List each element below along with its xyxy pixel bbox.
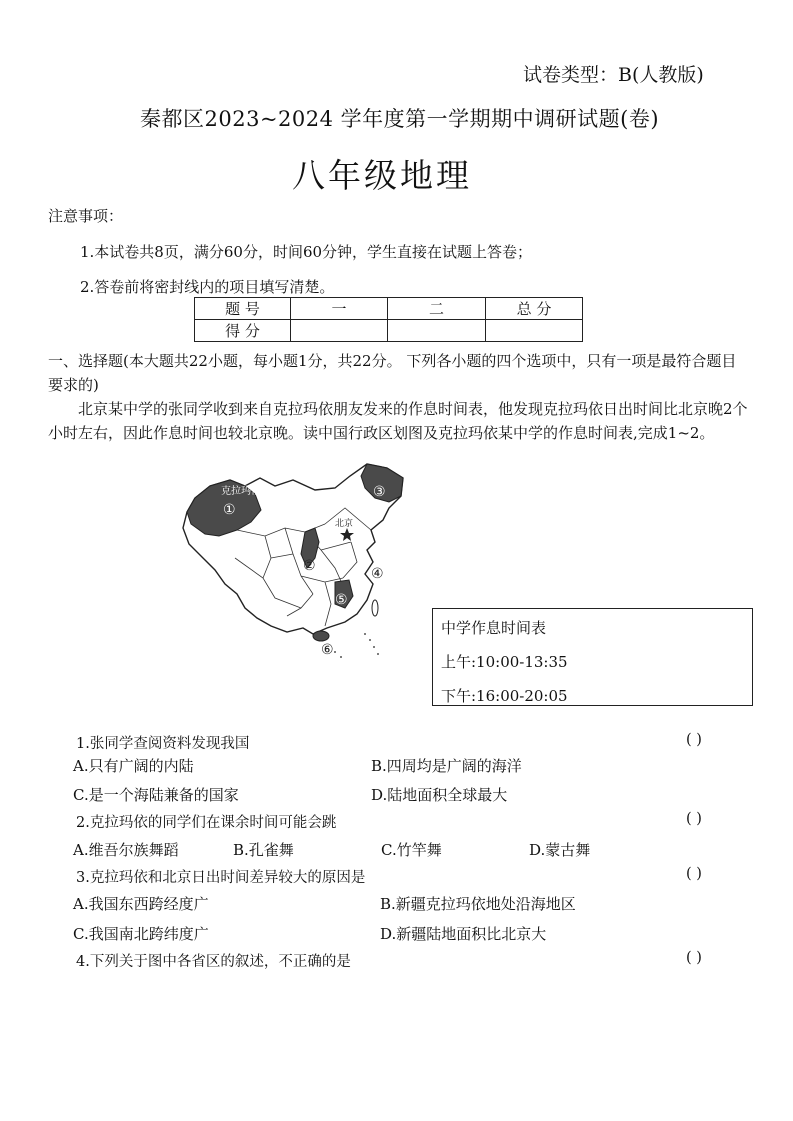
timetable-title: 中学作息时间表 [441,619,547,637]
option-c[interactable]: C.竹竿舞 [381,841,442,859]
exam-title: 秦都区2023~2024 学年度第一学期期中调研试题(卷) [140,107,660,131]
option-a[interactable]: A.维吾尔族舞蹈 [73,841,179,859]
option-d[interactable]: D.新疆陆地面积比北京大 [380,925,547,943]
option-b[interactable]: B.孔雀舞 [233,841,294,859]
exam-type-label: 试卷类型：B(人教版) [523,64,704,86]
score-table-cell: 一 [291,298,388,320]
option-a[interactable]: A.我国东西跨经度广 [73,895,209,913]
timetable-box [432,608,753,706]
answer-parentheses[interactable]: ( ) [686,950,702,966]
karamay-label: 克拉玛依 [221,486,261,497]
score-input-cell[interactable] [388,320,486,342]
score-table-cell: 题 号 [195,298,291,320]
option-a[interactable]: A.只有广阔的内陆 [73,757,194,775]
question-stem: 4.下列关于图中各省区的叙述，不正确的是 [76,954,351,970]
answer-parentheses[interactable]: ( ) [686,811,702,827]
timetable-morning: 上午:10:00-13:35 [441,653,568,671]
answer-parentheses[interactable]: ( ) [686,732,702,748]
subject-title: 八年级地理 [292,156,472,195]
option-d[interactable]: D.陆地面积全球最大 [371,786,508,804]
timetable-afternoon: 下午:16:00-20:05 [441,687,568,705]
score-table-cell: 二 [388,298,486,320]
option-b[interactable]: B.新疆克拉玛依地处沿海地区 [380,895,576,913]
score-table-cell: 得 分 [195,320,291,342]
question-stem: 2.克拉玛依的同学们在课余时间可能会跳 [76,815,337,831]
map-marker-4: ④ [371,566,384,582]
score-input-cell[interactable] [291,320,388,342]
option-d[interactable]: D.蒙古舞 [529,841,591,859]
score-input-cell[interactable] [486,320,583,342]
notice-item: 2.答卷前将密封线内的项目填写清楚。 [80,278,335,296]
score-table-header-row [195,298,583,320]
question-stem: 1.张同学查阅资料发现我国 [76,736,250,752]
option-c[interactable]: C.是一个海陆兼备的国家 [73,786,239,804]
beijing-label: 北京 [335,519,354,529]
map-marker-6: ⑥ [321,642,334,658]
option-b[interactable]: B.四周均是广阔的海洋 [371,757,522,775]
map-marker-3: ③ [373,484,386,500]
score-table [194,297,583,342]
notice-heading: 注意事项： [48,207,124,225]
answer-parentheses[interactable]: ( ) [686,866,702,882]
china-map [175,458,415,663]
question-intro: 北京某中学的张同学收到来自克拉玛依朋友发来的作息时间表，他发现克拉玛依日出时间比北京晚2个小时左右，因此作息时间也较北京晚。读中国行政区划图及克拉玛依某中学的作息时间表,完成1~2。 [48,400,748,442]
map-marker-2: ② [303,558,316,574]
option-c[interactable]: C.我国南北跨纬度广 [73,925,209,943]
map-marker-1: ① [223,502,236,518]
notice-item: 1.本试卷共8页，满分60分，时间60分钟，学生直接在试题上答卷； [80,243,533,261]
score-table-score-row [195,320,583,342]
question-stem: 3.克拉玛依和北京日出时间差异较大的原因是 [76,870,366,886]
section-heading: 一、选择题(本大题共22小题，每小题1分，共22分。 下列各小题的四个选项中，只有一项是最符合题目要求的) [48,352,737,394]
map-marker-5: ⑤ [335,592,348,608]
score-table-cell: 总 分 [486,298,583,320]
hainan-region [313,631,329,641]
